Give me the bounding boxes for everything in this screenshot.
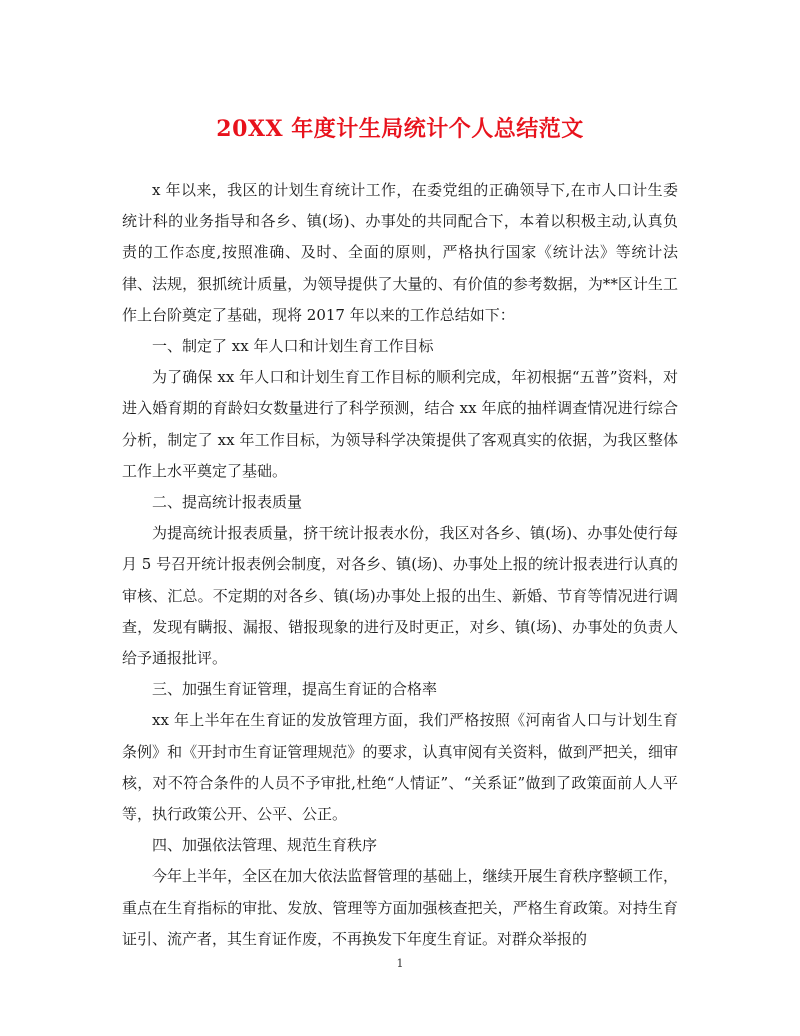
section-heading-4: 四、加强依法管理、规范生育秩序 xyxy=(152,836,378,855)
document-title: 20XX 年度计生局统计个人总结范文 xyxy=(216,116,584,142)
page-number: 1 xyxy=(396,957,404,970)
section-heading-1: 一、制定了 xx 年人口和计划生育工作目标 xyxy=(152,337,434,356)
document-body xyxy=(122,175,678,955)
section-heading-3: 三、加强生育证管理，提高生育证的合格率 xyxy=(152,680,438,699)
section-heading-2: 二、提高统计报表质量 xyxy=(152,493,303,512)
paragraph-section-1: 为了确保 xx 年人口和计划生育工作目标的顺利完成，年初根据“五普”资料，对进入婚育期的育龄妇女数量进行了科学预测，结合 xx 年底的抽样调查情况进行综合分析，制定了 xx 年工作目标，为领导科学决策提供了客观真实的依据，为我区整体工作上水平奠定了基础。 xyxy=(122,368,678,480)
paragraph-section-2: 为提高统计报表质量，挤干统计报表水份，我区对各乡、镇(场)、办事处使行每月 5 号召开统计报表例会制度，对各乡、镇(场)、办事处上报的统计报表进行认真的审核、汇总。不定期的对各乡、镇(场)办事处上报的出生、新婚、节育等情况进行调查，发现有瞒报、漏报、错报现象的进行及时更正，对乡、镇(场)、办事处的负责人给予通报批评。 xyxy=(122,524,678,668)
paragraph-section-3: xx 年上半年在生育证的发放管理方面，我们严格按照《河南省人口与计划生育条例》和《开封市生育证管理规范》的要求，认真审阅有关资料，做到严把关，细审核，对不符合条件的人员不予审批,杜绝“人情证”、“关系证”做到了政策面前人人平等，执行政策公开、公平、公正。 xyxy=(122,711,678,824)
paragraph-intro: x 年以来，我区的计划生育统计工作，在委党组的正确领导下,在市人口计生委统计科的业务指导和各乡、镇(场)、办事处的共同配合下，本着以积极主动,认真负责的工作态度,按照准确、及时、全面的原则，严格执行国家《统计法》等统计法律、法规，狠抓统计质量，为领导提供了大量的、有价值的参考数据，为**区计生工作上台阶奠定了基础，现将 2017 年以来的工作总结如下： xyxy=(122,181,678,324)
paragraph-section-4: 今年上半年，全区在加大依法监督管理的基础上，继续开展生育秩序整顿工作，重点在生育指标的审批、发放、管理等方面加强核查把关，严格生育政策。对持生育证引、流产者，其生育证作废，不再换发下年度生育证。对群众举报的 xyxy=(122,867,678,948)
